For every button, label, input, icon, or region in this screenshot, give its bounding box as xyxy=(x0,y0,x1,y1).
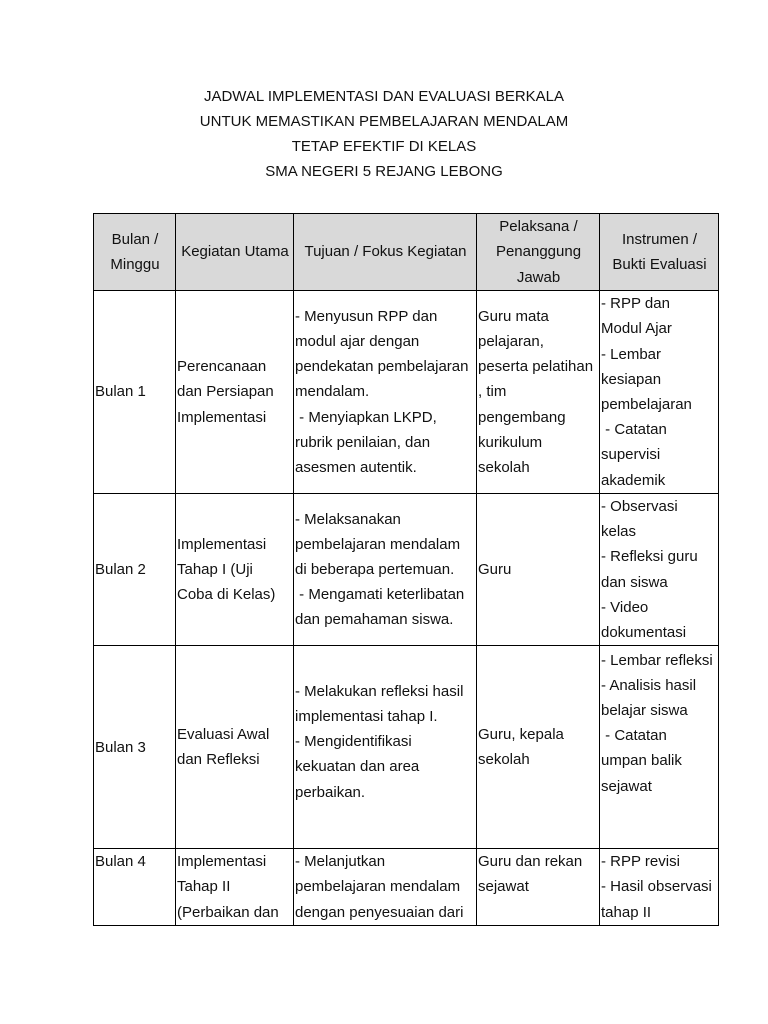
cell-pelaksana: Guru, kepala sekolah xyxy=(477,646,600,849)
cell-instrumen: - RPP revisi - Hasil observasi tahap II xyxy=(600,849,719,926)
title-line-1: JADWAL IMPLEMENTASI DAN EVALUASI BERKALA xyxy=(203,88,565,105)
cell-kegiatan: Evaluasi Awal dan Refleksi xyxy=(176,646,294,849)
table-row xyxy=(94,291,719,494)
header-kegiatan: Kegiatan Utama xyxy=(176,214,294,291)
document-title xyxy=(0,84,768,184)
header-pelaksana: Pelaksana / Penanggung Jawab xyxy=(477,214,600,291)
cell-tujuan: - Menyusun RPP dan modul ajar dengan pendekatan pembelajaran mendalam. - Menyiapkan LKPD, rubrik penilaian, dan asesmen autentik. xyxy=(294,291,477,494)
table-row xyxy=(94,494,719,646)
title-line-3: TETAP EFEKTIF DI KELAS xyxy=(291,138,477,155)
cell-bulan: Bulan 3 xyxy=(94,646,176,849)
cell-instrumen: - Lembar refleksi - Analisis hasil belajar siswa - Catatan umpan balik sejawat xyxy=(600,646,719,849)
title-line-4: SMA NEGERI 5 REJANG LEBONG xyxy=(265,163,503,180)
header-tujuan: Tujuan / Fokus Kegiatan xyxy=(294,214,477,291)
cell-kegiatan: Perencanaan dan Persiapan Implementasi xyxy=(176,291,294,494)
cell-pelaksana: Guru dan rekan sejawat xyxy=(477,849,600,926)
table-header-row xyxy=(94,214,719,291)
cell-instrumen: - Observasi kelas - Refleksi guru dan siswa - Video dokumentasi xyxy=(600,494,719,646)
cell-pelaksana: Guru xyxy=(477,494,600,646)
schedule-table xyxy=(93,213,719,926)
cell-instrumen: - RPP dan Modul Ajar - Lembar kesiapan pembelajaran - Catatan supervisi akademik xyxy=(600,291,719,494)
table-row xyxy=(94,849,719,926)
title-line-2: UNTUK MEMASTIKAN PEMBELAJARAN MENDALAM xyxy=(199,113,569,130)
cell-kegiatan: Implementasi Tahap II (Perbaikan dan xyxy=(176,849,294,926)
cell-bulan: Bulan 1 xyxy=(94,291,176,494)
header-instrumen: Instrumen / Bukti Evaluasi xyxy=(600,214,719,291)
cell-bulan: Bulan 2 xyxy=(94,494,176,646)
cell-tujuan: - Melanjutkan pembelajaran mendalam dengan penyesuaian dari xyxy=(294,849,477,926)
cell-tujuan: - Melaksanakan pembelajaran mendalam di beberapa pertemuan. - Mengamati keterlibatan dan pemahaman siswa. xyxy=(294,494,477,646)
cell-tujuan: - Melakukan refleksi hasil implementasi tahap I. - Mengidentifikasi kekuatan dan area perbaikan. xyxy=(294,646,477,849)
table-row xyxy=(94,646,719,849)
cell-bulan: Bulan 4 xyxy=(94,849,176,926)
cell-kegiatan: Implementasi Tahap I (Uji Coba di Kelas) xyxy=(176,494,294,646)
cell-pelaksana: Guru mata pelajaran, peserta pelatihan , tim pengembang kurikulum sekolah xyxy=(477,291,600,494)
header-bulan: Bulan / Minggu xyxy=(94,214,176,291)
